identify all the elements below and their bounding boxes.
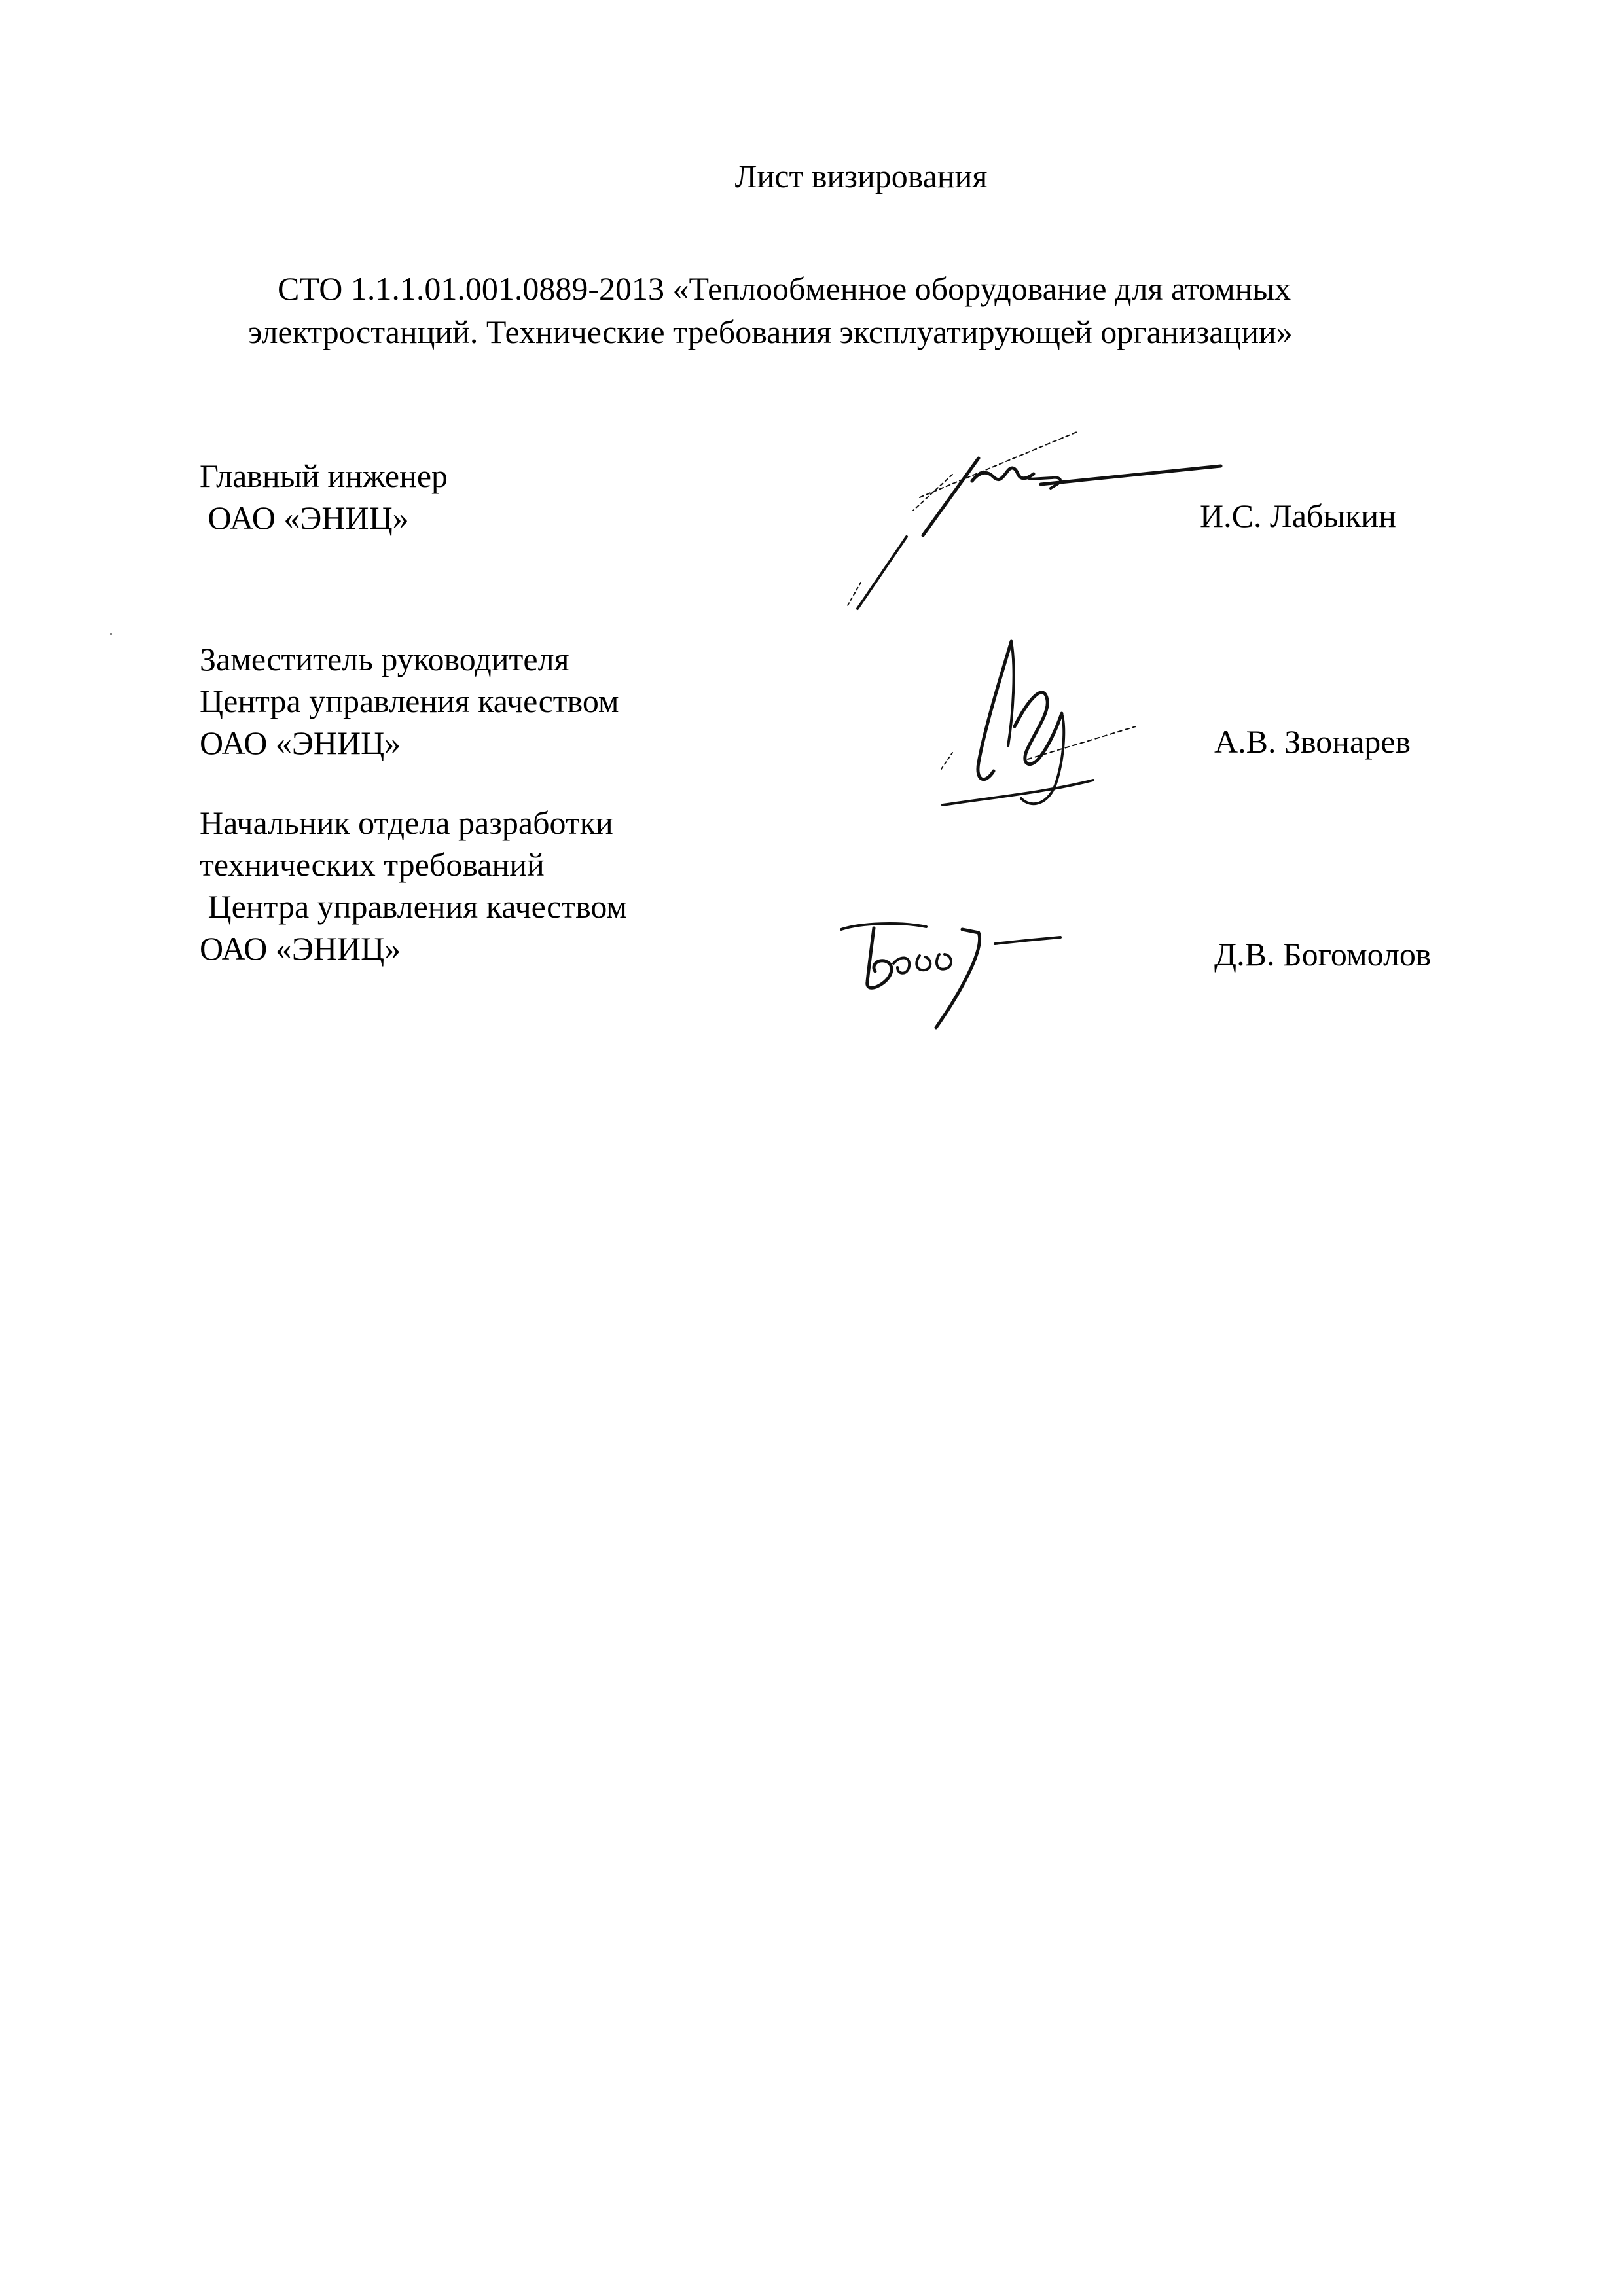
signatory-3-position-line: Центра управления качеством [200, 888, 628, 925]
signatory-2-name: А.В. Звонарев [1214, 723, 1411, 760]
signatory-1-signature [821, 419, 1240, 635]
scan-speck [110, 633, 112, 635]
signatory-3-position-line: технических требований [200, 846, 545, 883]
signatory-3-signature [828, 903, 1110, 1054]
document-title: Лист визирования [734, 158, 988, 194]
signatory-3-position [200, 802, 627, 969]
signatory-2-signature [916, 628, 1139, 844]
signatory-3-position-line: ОАО «ЭНИЦ» [200, 930, 401, 967]
signatory-1-name: И.С. Лабыкин [1200, 497, 1396, 534]
signatory-2-position-line: ОАО «ЭНИЦ» [200, 725, 401, 761]
signatory-2-position-line: Центра управления качеством [200, 683, 619, 719]
document-subject-line-1: СТО 1.1.1.01.001.0889-2013 «Теплообменное оборудование для атомных [278, 270, 1291, 307]
signatory-1-position-line: Главный инженер [200, 457, 448, 494]
signatory-2-position [200, 638, 619, 764]
document-subject-line-2: электростанций. Технические требования эксплуатирующей организации» [248, 314, 1293, 350]
signatory-1-position [200, 455, 448, 539]
signatory-1-position-line: ОАО «ЭНИЦ» [200, 499, 409, 536]
signatory-3-position-line: Начальник отдела разработки [200, 804, 613, 841]
signatory-2-position-line: Заместитель руководителя [200, 641, 569, 677]
signatory-3-name: Д.В. Богомолов [1214, 936, 1432, 973]
